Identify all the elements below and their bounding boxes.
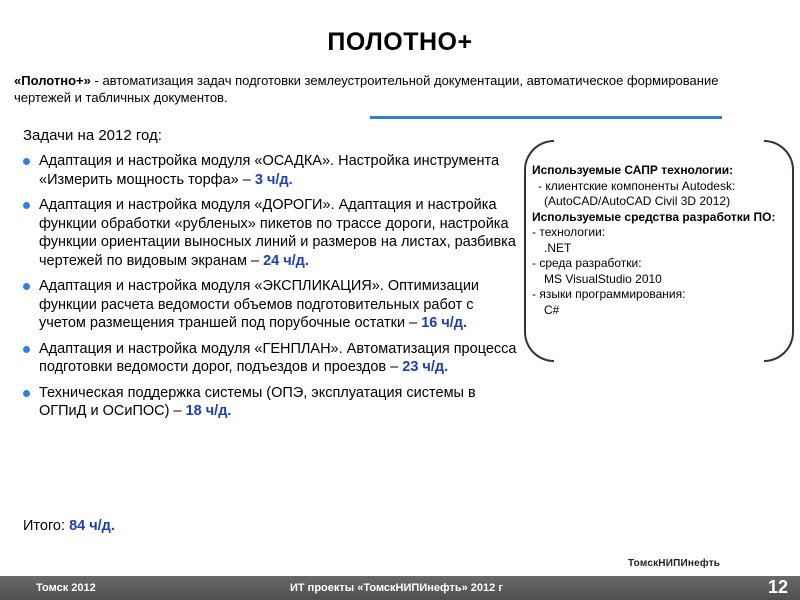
task-duration: 16 ч/д.: [421, 315, 468, 331]
task-item: [23, 152, 518, 189]
tech-label: - технологии:: [532, 225, 606, 239]
total-label: Итого:: [23, 518, 70, 534]
task-duration: 18 ч/д.: [185, 403, 232, 419]
bullet-icon: [23, 283, 30, 290]
total-line: [23, 518, 115, 534]
task-duration: 3 ч/д.: [254, 171, 293, 188]
footer-city: Томск 2012: [36, 582, 96, 594]
tech-stack-box: [524, 140, 794, 362]
task-duration: 23 ч/д.: [402, 359, 449, 375]
env-label: - среда разработки:: [532, 256, 642, 270]
tasks-list: [23, 152, 518, 428]
task-text: Адаптация и настройка модуля «ДОРОГИ». Адаптация и настройка функции обработки «рубленых» пикетов по трассе дороги, настройка функции ориентации выносных линий и размеров на листах, разбивка чертежей по видовым экранам –: [39, 197, 516, 269]
cad-line: (AutoCAD/AutoCAD Civil 3D 2012): [544, 194, 731, 208]
dev-heading: Используемые средства разработки ПО:: [532, 209, 776, 224]
bullet-icon: [23, 158, 30, 165]
tech-value: .NET: [544, 240, 572, 255]
task-text: Адаптация и настройка модуля «ОСАДКА». Настройка инструмента «Измерить мощность торфа» –: [39, 153, 500, 188]
intro-product-name: «Полотно+»: [14, 73, 91, 88]
task-text: Техническая поддержка системы (ОПЭ, эксплуатация системы в ОГПиД и ОСиПОС) –: [39, 384, 476, 419]
accent-divider: [370, 116, 722, 119]
task-item: [23, 340, 518, 377]
lang-value: C#: [544, 302, 560, 317]
task-item: [23, 277, 518, 333]
slide-title: ПОЛОТНО+: [327, 28, 473, 56]
task-text: Адаптация и настройка модуля «ГЕНПЛАН». Автоматизация процесса подготовки ведомости дорог, подъездов и проездов –: [39, 340, 517, 375]
company-logo: ТомскНИПИнефть: [628, 558, 721, 569]
task-text: Адаптация и настройка модуля «ЭКСПЛИКАЦИЯ». Оптимизации функции расчета ведомости объемов подготовительных работ с учетом размещения траншей под порубочные остатки –: [39, 278, 480, 331]
intro-text: - автоматизация задач подготовки землеустроительной документации, автоматическое формирование чертежей и табличных документов.: [14, 73, 719, 105]
cad-line: - клиентские компоненты Autodesk:: [538, 178, 736, 193]
bullet-icon: [23, 202, 30, 209]
task-duration: 24 ч/д.: [263, 252, 309, 269]
lang-label: - языки программирования:: [532, 287, 686, 301]
total-value: 84 ч/д.: [69, 518, 115, 534]
bullet-icon: [23, 346, 30, 353]
footer-bar: [0, 576, 800, 600]
intro-paragraph: [14, 72, 734, 106]
task-item: [23, 196, 518, 270]
footer-project: ИТ проекты «ТомскНИПИнефть» 2012 г: [290, 582, 503, 594]
cad-heading: Используемые САПР технологии:: [532, 163, 734, 177]
env-value: MS VisualStudio 2010: [544, 271, 662, 286]
task-item: [23, 384, 518, 421]
tasks-heading: Задачи на 2012 год:: [23, 127, 162, 144]
page-number: 12: [767, 577, 788, 597]
tech-stack-content: [532, 163, 790, 318]
bullet-icon: [23, 390, 30, 397]
